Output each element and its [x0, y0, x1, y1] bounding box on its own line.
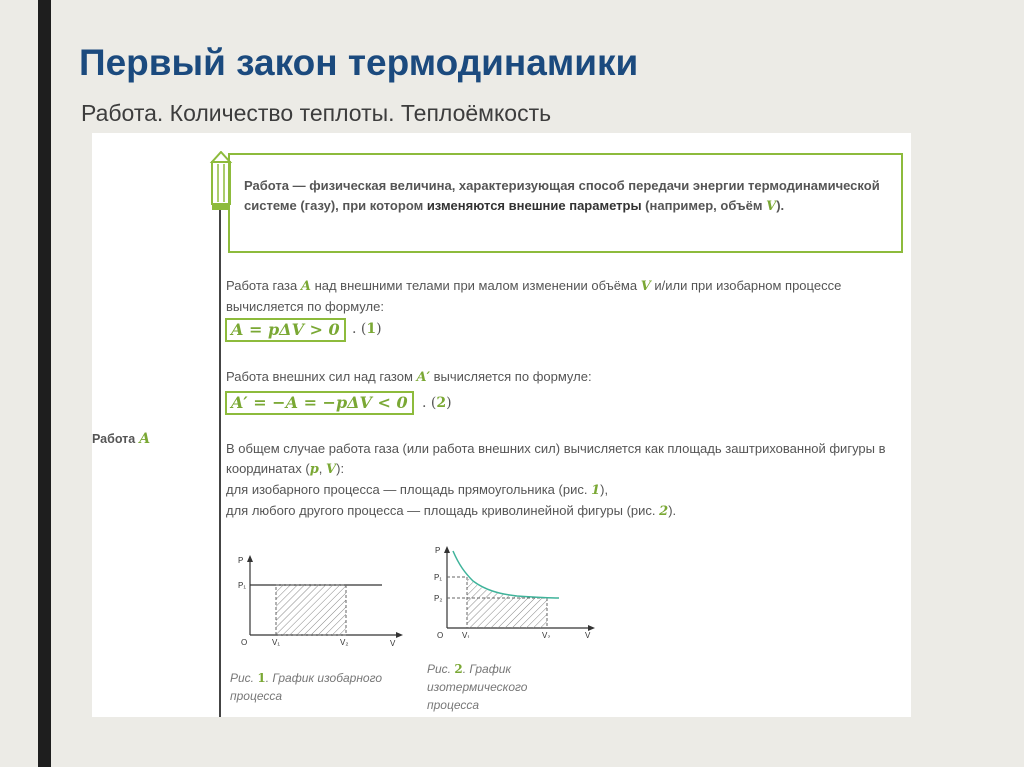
para3-line2a: для изобарного процесса — площадь прямоугольника (рис.: [226, 482, 592, 497]
row-label: [92, 431, 150, 447]
axis-p-label: P: [238, 556, 244, 565]
para2-s1: A′: [416, 370, 431, 385]
formula-2: A′ = −A = −pΔV < 0: [225, 391, 414, 415]
fig1-caption-a: Рис.: [230, 671, 258, 685]
v1-label: V₁: [462, 631, 471, 638]
fig2-caption-b: . График изотермического процесса: [427, 662, 528, 712]
figure-2-caption: [427, 660, 567, 714]
p1-label: P₁: [238, 581, 247, 590]
para1-s1: A: [300, 279, 311, 294]
paragraph-external-work: [226, 367, 906, 388]
isothermal-graph: [427, 543, 607, 638]
para3-line2n: 1: [591, 483, 601, 498]
para3-t3: ):: [336, 461, 345, 476]
definition-strong: изменяются внешние параметры: [426, 198, 642, 213]
figure-1-caption: [230, 669, 430, 705]
paragraph-gas-work: [226, 276, 906, 317]
formula-1-number-value: 1: [366, 321, 377, 337]
definition-part3: ).: [776, 198, 785, 213]
para1-t2: над внешними телами при малом изменении объёма: [310, 278, 641, 293]
fig2-caption-a: Рис.: [427, 662, 455, 676]
work-area: [276, 585, 346, 635]
isobaric-graph: [230, 553, 410, 648]
row-label-text: Работа: [92, 432, 136, 446]
formula-2-number: . (2): [422, 395, 452, 411]
definition-part1: Работа — физическая величина, характеризующая способ передачи энергии термодинамической системе (газу), при котором: [244, 178, 880, 213]
formula-1-number: . (1): [352, 321, 382, 337]
para2-t1: Работа внешних сил над газом: [226, 369, 417, 384]
formula-1: A = pΔV > 0: [225, 318, 346, 342]
p2-label: P₂: [434, 594, 443, 603]
para3-line3a: для любого другого процесса — площадь криволинейной фигуры (рис.: [226, 503, 660, 518]
content-panel: [92, 133, 911, 717]
origin-label: O: [437, 631, 444, 638]
fig1-caption-n: 1: [257, 671, 266, 685]
definition-box: [228, 153, 903, 253]
column-divider: [219, 157, 221, 717]
para1-s2: V: [640, 279, 651, 294]
definition-symbol: V: [766, 199, 777, 214]
slide-title: Первый закон термодинамики: [79, 42, 639, 83]
para3-s1: p: [309, 462, 319, 477]
slide-subtitle: Работа. Количество теплоты. Теплоёмкость: [81, 100, 552, 126]
para2-t2: вычисляется по формуле:: [430, 369, 592, 384]
para1-t1: Работа газа: [226, 278, 301, 293]
para3-line3n: 2: [659, 504, 669, 519]
v2-label: V₂: [340, 638, 349, 647]
para3-line3b: ).: [668, 503, 677, 518]
v1-label: V₁: [272, 638, 281, 647]
p1-label: P₁: [434, 573, 443, 582]
para1-t3: и/или при изобарном процессе вычисляется по формуле:: [226, 278, 842, 314]
origin-label: O: [241, 638, 248, 647]
left-accent-bar: [38, 0, 51, 767]
definition-part2: (например, объём: [641, 198, 767, 213]
paragraph-general-case: [226, 439, 906, 522]
axis-p-label: P: [435, 546, 441, 555]
fig1-caption-b: . График изобарного процесса: [230, 671, 383, 703]
axis-v-label: V: [390, 639, 396, 648]
para3-line2b: ),: [600, 482, 609, 497]
row-label-symbol: A: [139, 431, 151, 447]
para3-t2: ,: [318, 461, 327, 476]
fig2-caption-n: 2: [454, 662, 463, 676]
axis-v-label: V: [585, 631, 591, 638]
formula-2-number-value: 2: [436, 395, 447, 411]
para3-s2: V: [326, 462, 337, 477]
para3-t1: В общем случае работа газа (или работа внешних сил) вычисляется как площадь заштрихованной фигуры в координатах (: [226, 441, 886, 476]
definition-text: [244, 176, 894, 217]
v2-label: V₂: [542, 631, 551, 638]
